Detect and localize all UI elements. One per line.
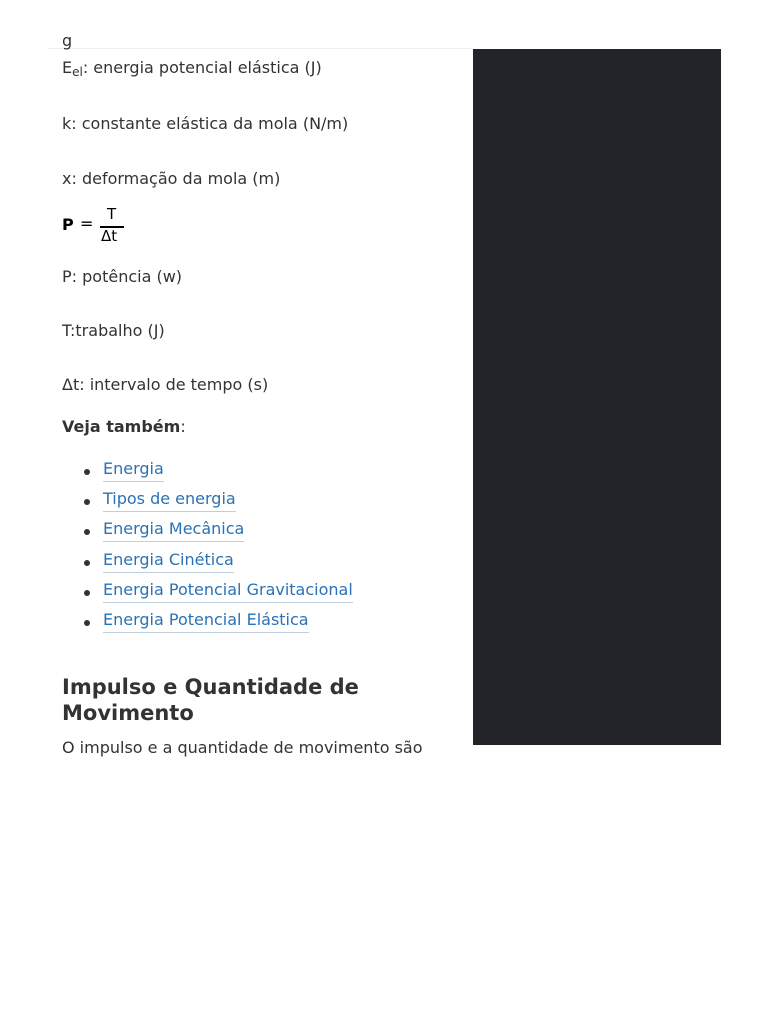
deformation-definition: x: deformação da mola (m) [62,169,281,188]
list-item [62,579,353,609]
clipped-text-bottom: O impulso e a quantidade de movimento são [62,738,423,757]
formula-denominator: Δt [101,227,118,245]
power-definition: P: potência (w) [62,267,183,286]
link-energia-potencial-gravitacional[interactable]: Energia Potencial Gravitacional [103,579,353,603]
link-energia[interactable]: Energia [103,458,164,482]
elastic-energy-symbol: E [62,58,73,77]
link-energia-mecanica[interactable]: Energia Mecânica [103,518,244,542]
spring-constant-definition: k: constante elástica da mola (N/m) [62,114,349,133]
clipped-text-top: g [62,31,73,50]
bullet [84,469,90,475]
elastic-energy-description: : energia potencial elástica (J) [82,58,322,77]
formula-numerator: T [107,205,117,223]
list-item [62,488,353,518]
see-also-label-text: Veja também [62,417,181,436]
list-item [62,518,353,548]
link-energia-cinetica[interactable]: Energia Cinética [103,549,234,573]
formula-equals: = [80,214,94,233]
see-also-label [62,416,186,438]
section-heading: Impulso e Quantidade de Movimento [62,675,359,725]
side-panel [473,49,721,745]
time-interval-definition: Δt: intervalo de tempo (s) [62,375,269,394]
see-also-list [62,458,353,639]
list-item [62,458,353,488]
elastic-energy-subscript: el [72,65,83,79]
elastic-energy-definition [62,57,322,80]
list-item [62,609,353,639]
formula-lhs: P [62,215,74,234]
link-tipos-de-energia[interactable]: Tipos de energia [103,488,236,512]
bullet [84,560,90,566]
bullet [84,529,90,535]
bullet [84,590,90,596]
link-energia-potencial-elastica[interactable]: Energia Potencial Elástica [103,609,309,633]
article-content [0,0,473,757]
work-definition: T:trabalho (J) [62,321,165,340]
see-also-colon: : [180,417,186,436]
bullet [84,499,90,505]
bullet [84,620,90,626]
list-item [62,549,353,579]
